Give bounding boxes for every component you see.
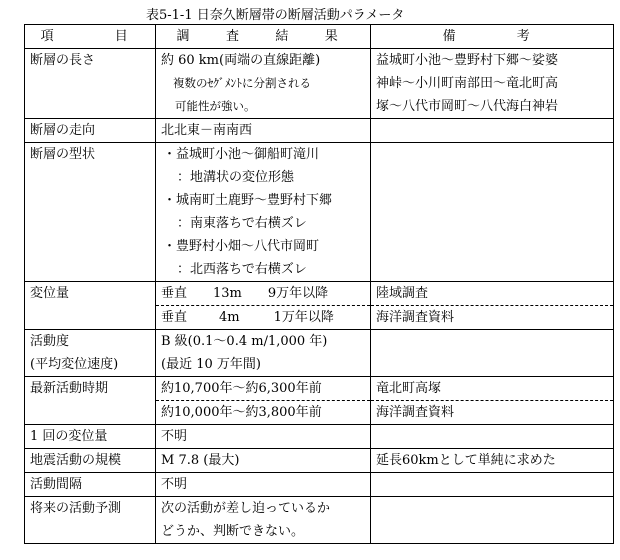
remarks-length-line1: 益城町小池～豊野村下郷～娑婆: [376, 53, 559, 68]
result-displacement-2: [156, 306, 371, 330]
table-row-forecast: [25, 497, 614, 544]
header-remarks: 備 考: [371, 25, 614, 49]
remarks-interval: [371, 473, 614, 497]
result-type-line5: ・豊野村小畑～八代市岡町: [163, 239, 320, 254]
disp1-amount: 13m: [213, 286, 242, 301]
remarks-forecast: [371, 497, 614, 544]
table-row-latest-1: [25, 377, 614, 401]
result-latest-2: 約10,000年～約3,800年前: [156, 401, 371, 425]
result-length-line3: 可能性が強い。: [175, 99, 256, 113]
label-activity-line1: 活動度: [30, 334, 70, 349]
result-latest-1: 約10,700年～約6,300年前: [156, 377, 371, 401]
table-row-single: [25, 425, 614, 449]
header-row: [25, 25, 614, 49]
result-strike: 北北東－南南西: [156, 119, 371, 143]
result-length-line2: 複数のｾｸﾞﾒﾝﾄに分割される: [173, 76, 311, 90]
result-forecast-line2: どうか、判断できない。: [161, 524, 305, 539]
result-type-line2: ：地溝状の変位形態: [177, 170, 295, 185]
disp1-period: 9万年以降: [267, 286, 329, 301]
disp1-direction: 垂直: [161, 286, 188, 301]
result-activity-line2: (最近 10 万年間): [161, 357, 261, 372]
label-activity-line2: (平均変位速度): [30, 357, 119, 372]
remarks-latest-1: 竜北町高塚: [371, 377, 614, 401]
label-length: 断層の長さ: [25, 49, 156, 119]
remarks-type: [371, 143, 614, 282]
result-activity-line1: B 級(0.1～0.4 m/1,000 年): [161, 334, 328, 349]
result-type-line3: ・城南町土鹿野～豊野村下郷: [163, 193, 333, 208]
remarks-activity: [371, 330, 614, 377]
table-title: 表5-1-1 日奈久断層帯の断層活動パラメータ: [146, 8, 405, 23]
remarks-strike: [371, 119, 614, 143]
table-row-displacement-1: [25, 282, 614, 306]
label-latest: 最新活動時期: [25, 377, 156, 425]
label-activity: [25, 330, 156, 377]
table-row-activity: [25, 330, 614, 377]
disp2-period: 1万年以降: [273, 310, 334, 325]
fault-parameter-table: [24, 24, 614, 544]
disp2-direction: 垂直: [161, 310, 188, 325]
result-magnitude: M 7.8 (最大): [156, 449, 371, 473]
remarks-magnitude: 延長60kmとして単純に求めた: [371, 449, 614, 473]
label-single: 1 回の変位量: [25, 425, 156, 449]
result-type-line4: ：南東落ちで右横ズレ: [177, 216, 307, 231]
label-interval: 活動間隔: [25, 473, 156, 497]
table-row-length: [25, 49, 614, 119]
label-type: 断層の型状: [25, 143, 156, 282]
label-magnitude: 地震活動の規模: [25, 449, 156, 473]
remarks-single: [371, 425, 614, 449]
label-forecast: 将来の活動予測: [25, 497, 156, 544]
header-result: 調 査 結 果: [156, 25, 371, 49]
result-interval: 不明: [156, 473, 371, 497]
result-length-line1: 約 60 km(両端の直線距離): [161, 53, 321, 68]
remarks-length: [371, 49, 614, 119]
table-row-magnitude: [25, 449, 614, 473]
result-type: [156, 143, 371, 282]
result-activity: [156, 330, 371, 377]
remarks-displacement-2: 海洋調査資料: [371, 306, 614, 330]
result-forecast-line1: 次の活動が差し迫っているか: [161, 501, 331, 516]
remarks-length-line3: 塚～八代市岡町～八代海白神岩: [376, 99, 559, 114]
table-row-interval: [25, 473, 614, 497]
label-displacement: 変位量: [25, 282, 156, 330]
table-row-type: [25, 143, 614, 282]
result-length: [156, 49, 371, 119]
result-displacement-1: [156, 282, 371, 306]
disp2-amount: 4m: [219, 310, 240, 325]
remarks-displacement-1: 陸域調査: [371, 282, 614, 306]
remarks-latest-2: 海洋調査資料: [371, 401, 614, 425]
result-type-line1: ・益城町小池～御船町滝川: [163, 147, 320, 162]
result-type-line6: ：北西落ちで右横ズレ: [177, 262, 307, 277]
label-strike: 断層の走向: [25, 119, 156, 143]
table-row-strike: [25, 119, 614, 143]
header-item: 項 目: [25, 25, 156, 49]
result-single: 不明: [156, 425, 371, 449]
result-forecast: [156, 497, 371, 544]
remarks-length-line2: 神峠～小川町南部田～竜北町高: [376, 76, 559, 91]
